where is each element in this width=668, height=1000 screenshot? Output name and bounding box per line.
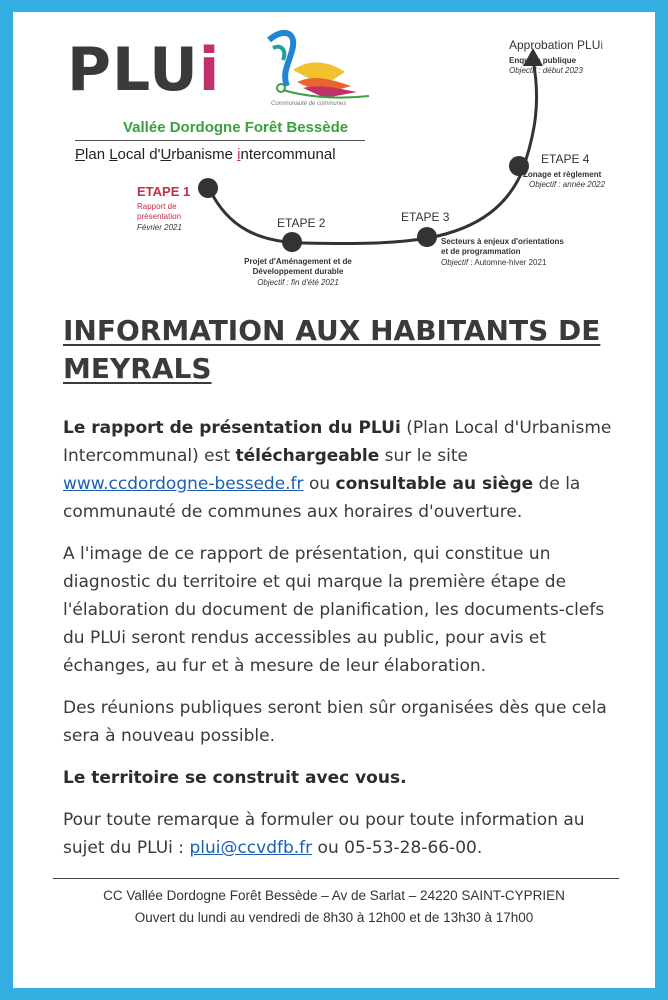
etape3-marker — [417, 227, 437, 247]
etape2-details: Projet d'Aménagement et de Développement durable Objectif : fin d'été 2021 — [244, 257, 352, 287]
etape1-title: ETAPE 1 — [137, 184, 191, 199]
etape1-details: Rapport de présentation Février 2021 — [137, 202, 182, 232]
etape2-title: ETAPE 2 — [277, 216, 326, 230]
etape1-marker — [198, 178, 218, 198]
etape3-title: ETAPE 3 — [401, 210, 450, 224]
etape3-details: Secteurs à enjeux d'orientations et de programmation Objectif : Automne-hiver 2021 — [441, 237, 564, 267]
logo-subtitle: Vallée Dordogne Forêt Bessède — [123, 119, 349, 136]
paragraph-5: Pour toute remarque à formuler ou pour toute information au sujet du PLUi : plui@ccvdfb.fr ou 05-53-28-66-00. — [63, 810, 585, 858]
footer-hours: Ouvert du lundi au vendredi de 8h30 à 12h00 et de 13h30 à 17h00 — [134, 910, 534, 925]
approbation-title: Approbation PLUi — [509, 38, 604, 52]
paragraph-1: Le rapport de présentation du PLUi (Plan Local d'Urbanisme Intercommunal) est téléchargeable sur le site www.ccdordogne-bessede.fr ou consultable au siège de la communauté de communes aux horaires d'ouverture. — [63, 418, 612, 522]
body-text — [63, 414, 623, 876]
page-title: INFORMATION AUX HABITANTS DE MEYRALS — [63, 314, 601, 385]
logo-plan-title: Plan Local d'Urbanisme intercommunal — [75, 146, 336, 163]
etape4-title: ETAPE 4 — [541, 152, 590, 166]
paragraph-4: Le territoire se construit avec vous. — [63, 768, 407, 788]
logo-tagline: Communauté de communes — [271, 101, 347, 107]
footer-divider — [53, 878, 619, 879]
paragraph-3: Des réunions publiques seront bien sûr organisées dès que cela sera à nouveau possible. — [63, 698, 607, 746]
logo-wordmark: PLUi — [67, 35, 221, 105]
email-link[interactable]: plui@ccvdfb.fr — [189, 838, 313, 858]
etape2-marker — [282, 232, 302, 252]
document-page — [13, 12, 655, 988]
website-link[interactable]: www.ccdordogne-bessede.fr — [63, 474, 304, 494]
paragraph-2: A l'image de ce rapport de présentation, qui constitue un diagnostic du territoire et qui marque la première étape de l'élaboration du document de planification, les documents-clefs du PLUi seront rendus accessibles au public, pour avis et échanges, au fur et à mesure de leur élaboration. — [63, 544, 605, 676]
footer-address: CC Vallée Dordogne Forêt Bessède – Av de Sarlat – 24220 SAINT-CYPRIEN — [103, 888, 565, 903]
approbation-details: Enquête publique Objectif : début 2023 — [509, 56, 583, 76]
etape4-details: Zonage et règlement Objectif : année 2022 — [523, 170, 606, 190]
